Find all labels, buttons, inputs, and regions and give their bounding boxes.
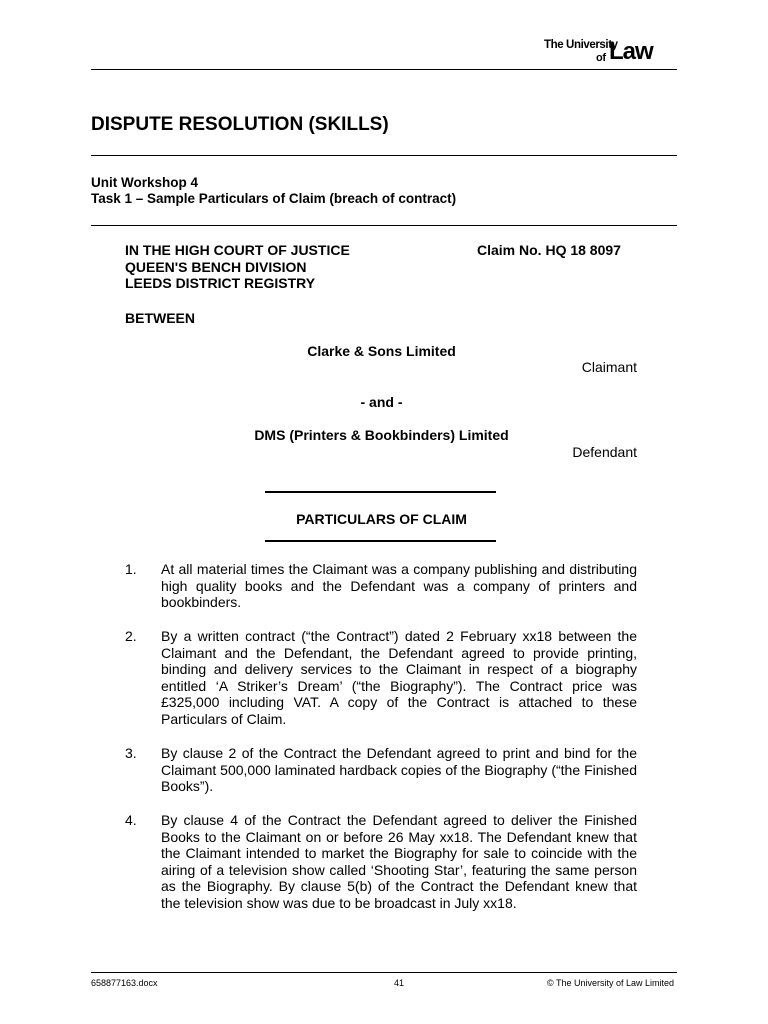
paragraph-number: 1. — [125, 561, 137, 577]
list-item — [125, 812, 637, 911]
logo-text-law: Law — [609, 38, 653, 65]
list-item — [125, 745, 637, 795]
defendant-name: DMS (Printers & Bookbinders) Limited — [254, 427, 509, 443]
unit-workshop: Unit Workshop 4 — [91, 175, 199, 190]
footer-rule — [91, 972, 677, 973]
court-division: QUEEN'S BENCH DIVISION — [125, 259, 307, 275]
paragraph-text: By a written contract (“the Contract”) dated 2 February xx18 between the Claimant and the Defendant, the Defendant agreed to provide printing, binding and delivery services to the Claimant in respect of a biography entitled ‘A Striker’s Dream’ (“the Biography”). The Contract price was £325,000 including VAT. A copy of the Contract is attached to these Particulars of Claim. — [161, 628, 637, 727]
paragraph-text: By clause 4 of the Contract the Defendant agreed to deliver the Finished Books to the Claimant on or before 26 May xx18. The Defendant knew that the Claimant intended to market the Biography for sale to coincide with the airing of a television show called ‘Shooting Star’, featuring the same person as the Biography. By clause 5(b) of the Contract the Defendant knew that the television show was due to be broadcast in July xx18. — [161, 812, 637, 911]
university-logo — [544, 38, 678, 68]
task-rule — [91, 225, 677, 226]
paragraph-text: At all material times the Claimant was a company publishing and distributing high quality books and the Defendant was a company of printers and bookbinders. — [161, 561, 637, 610]
logo-text-of: of — [596, 52, 606, 64]
paragraph-text: By clause 2 of the Contract the Defendant agreed to print and bind for the Claimant 500,000 laminated hardback copies of the Biography (“the Finished Books”). — [161, 745, 637, 794]
court-name: IN THE HIGH COURT OF JUSTICE — [125, 242, 350, 258]
footer-page-number: 41 — [394, 978, 405, 988]
claimant-name: Clarke & Sons Limited — [307, 343, 456, 359]
paragraph-number: 4. — [125, 812, 137, 828]
between-label: BETWEEN — [125, 310, 195, 326]
paragraph-number: 3. — [125, 745, 137, 761]
header-rule — [91, 69, 677, 70]
title-rule — [91, 155, 677, 156]
list-item — [125, 628, 637, 727]
footer-filename: 658877163.docx — [91, 978, 158, 988]
claimant-role: Claimant — [581, 359, 637, 375]
task-title: Task 1 – Sample Particulars of Claim (breach of contract) — [91, 191, 457, 206]
and-separator: - and - — [360, 394, 403, 410]
defendant-role: Defendant — [572, 444, 637, 460]
logo-text-university: The University — [544, 39, 618, 51]
list-item — [125, 561, 637, 611]
particulars-heading: PARTICULARS OF CLAIM — [296, 511, 467, 527]
page-title: DISPUTE RESOLUTION (SKILLS) — [91, 114, 389, 135]
heading-rule-top — [265, 491, 496, 493]
paragraph-number: 2. — [125, 628, 137, 644]
court-registry: LEEDS DISTRICT REGISTRY — [125, 275, 316, 291]
heading-rule-bottom — [265, 540, 496, 542]
footer-copyright: © The University of Law Limited — [546, 978, 674, 988]
claim-number: Claim No. HQ 18 8097 — [477, 242, 621, 258]
